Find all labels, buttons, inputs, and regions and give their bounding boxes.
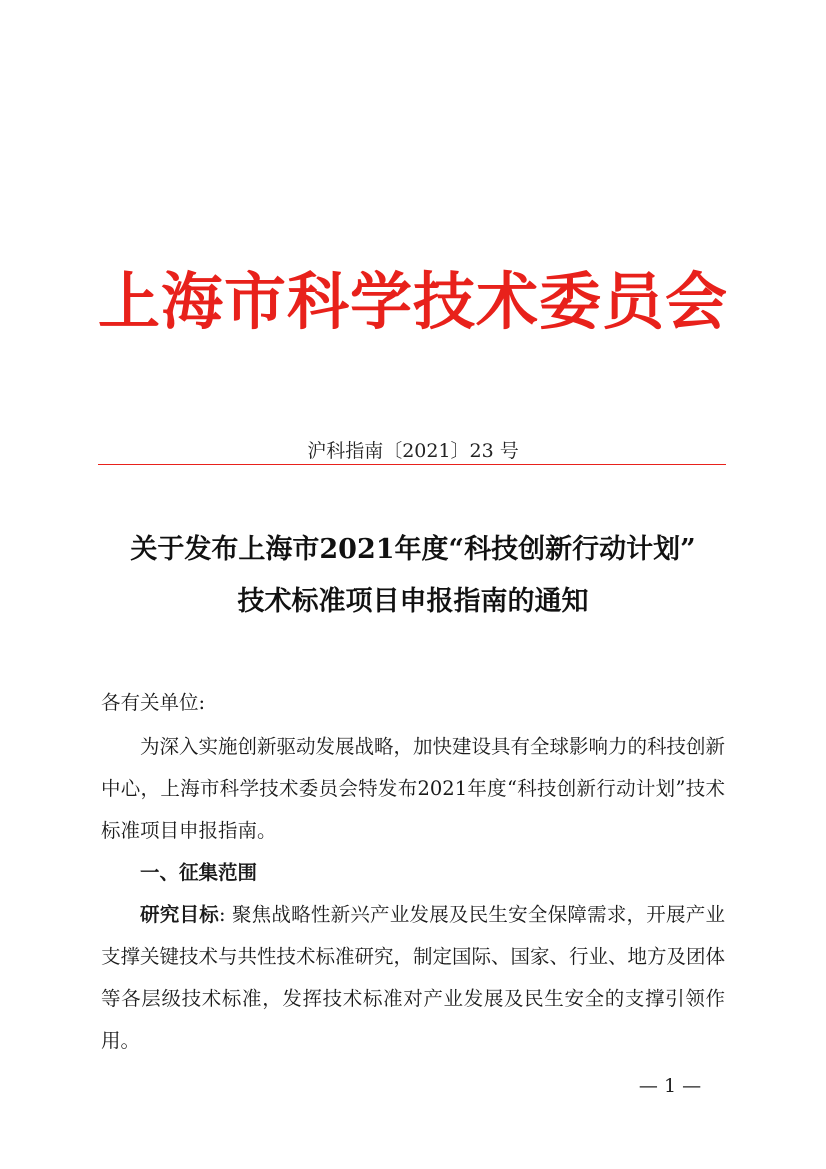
research-goal-text: 聚焦战略性新兴产业发展及民生安全保障需求，开展产业支撑关键技术与共性技术标准研究，制定国际、国家、行业、地方及团体等各层级技术标准，发挥技术标准对产业发展及民生安全的支撑引领作用。 xyxy=(101,903,726,1052)
page-number: — 1 — xyxy=(638,1075,702,1097)
red-divider-line xyxy=(98,464,726,465)
title-line-1: 关于发布上海市2021年度“科技创新行动计划” xyxy=(130,534,696,565)
salutation: 各有关单位: xyxy=(101,691,206,714)
research-goal-separator: : xyxy=(218,903,232,926)
document-title xyxy=(0,524,826,628)
intro-paragraph: 为深入实施创新驱动发展战略，加快建设具有全球影响力的科技创新中心，上海市科学技术委员会特发布2021年度“科技创新行动计划”技术标准项目申报指南。 xyxy=(101,735,726,842)
research-goal-label: 研究目标 xyxy=(140,903,219,926)
research-goal-paragraph xyxy=(101,894,725,1062)
section-heading-scope: 一、征集范围 xyxy=(140,861,258,884)
organization-header: 上海市科学技术委员会 xyxy=(97,265,728,338)
document-number: 沪科指南〔2021〕23 号 xyxy=(307,440,519,462)
title-line-2: 技术标准项目申报指南的通知 xyxy=(237,586,589,617)
